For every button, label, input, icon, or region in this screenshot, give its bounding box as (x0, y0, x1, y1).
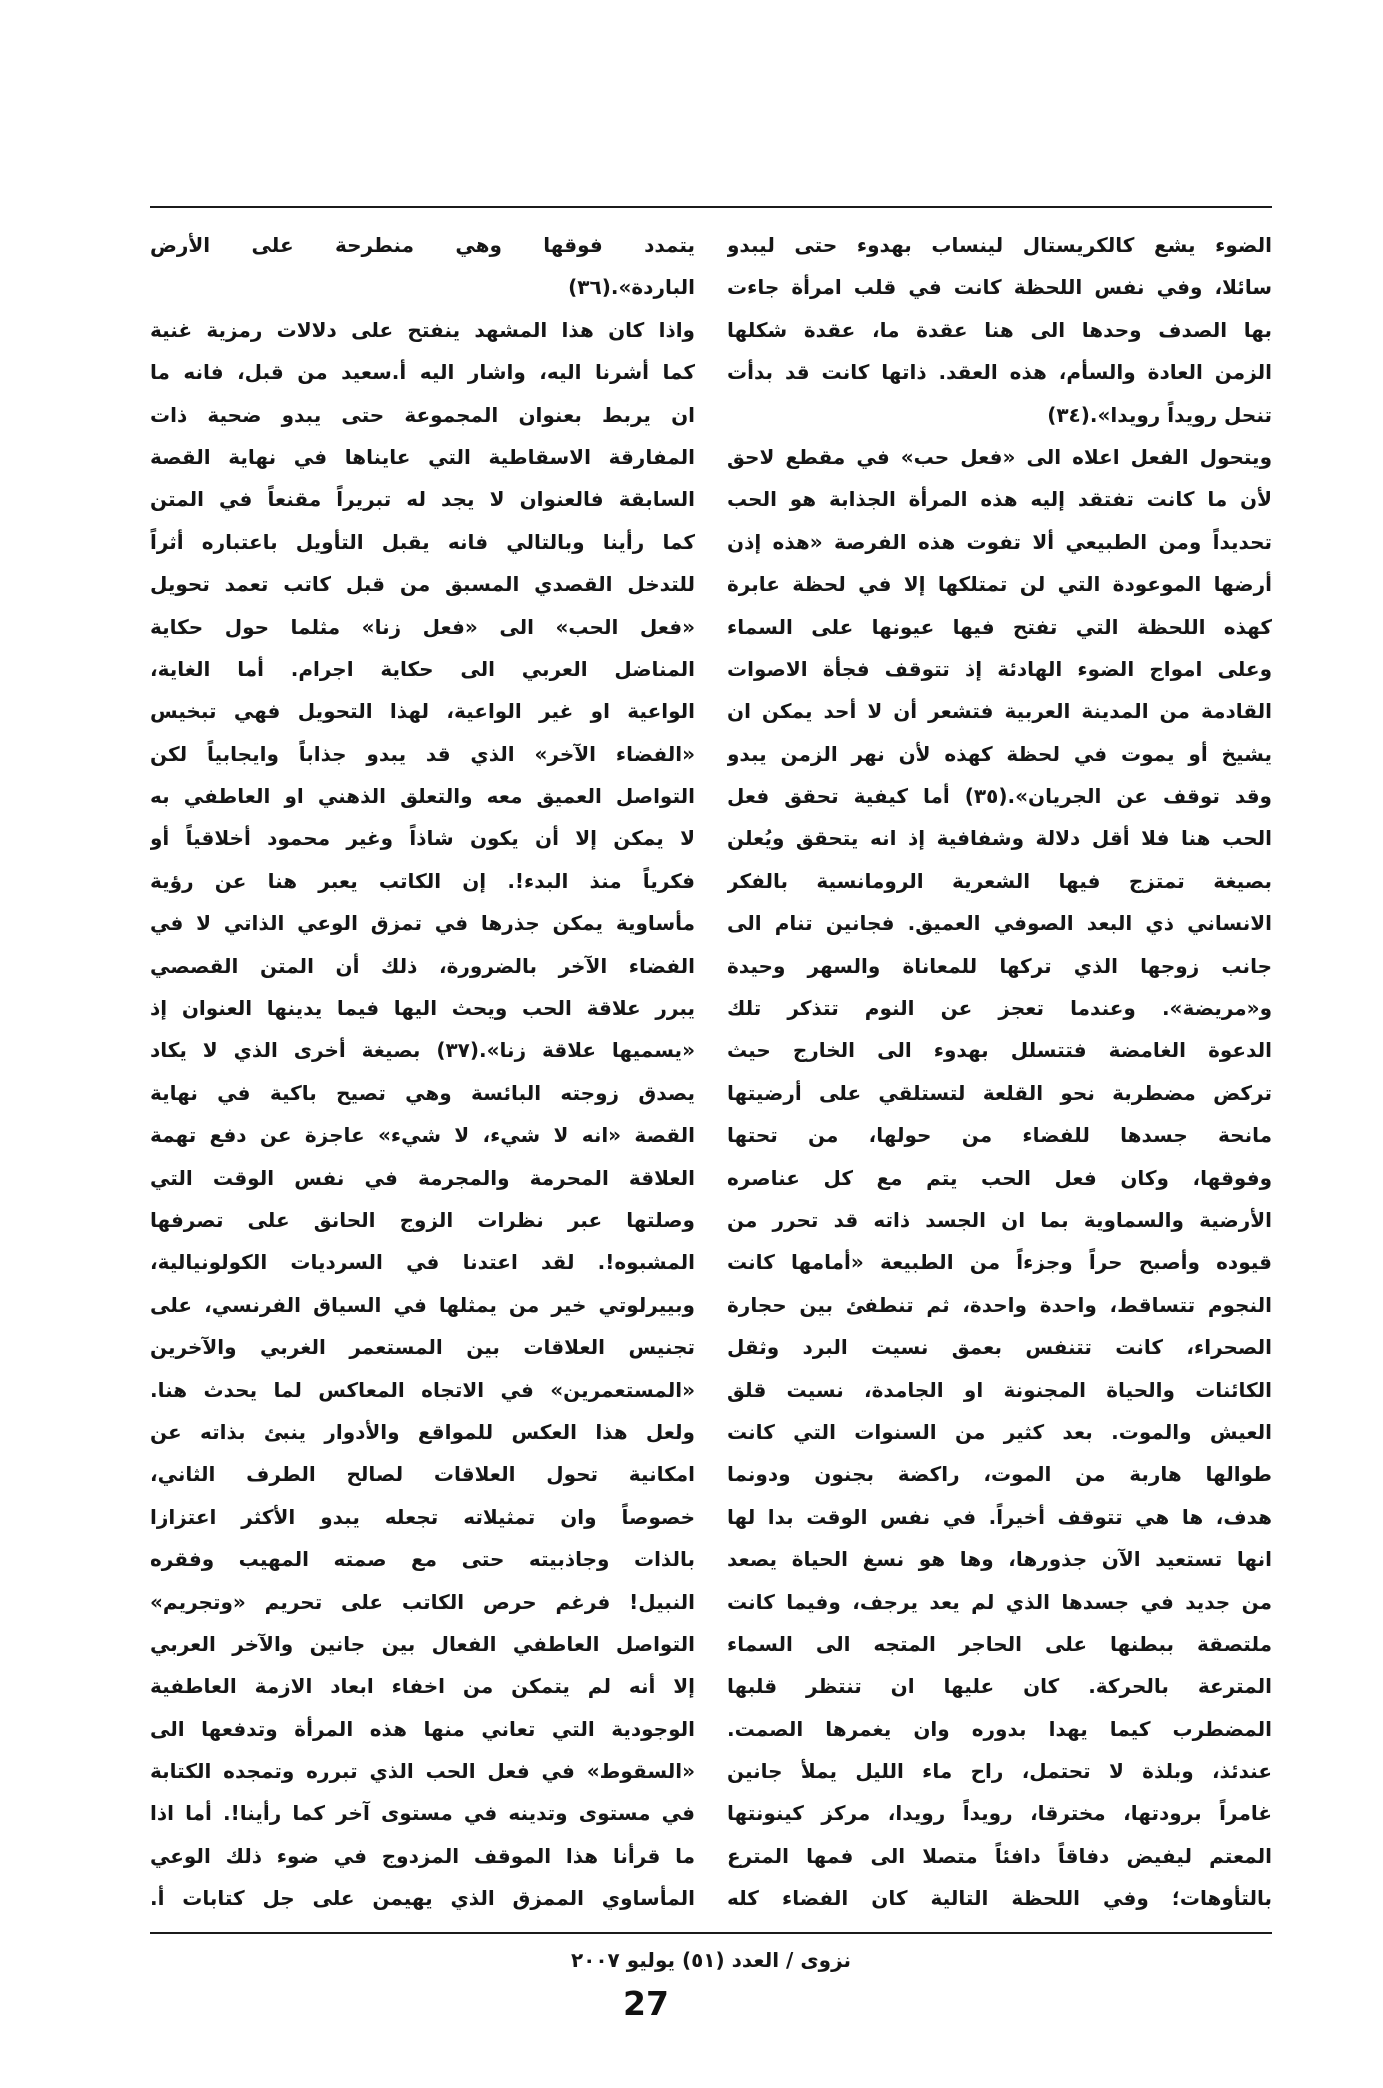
text-line: كهذه اللحظة التي تفتح فيها عيونها على السماء (727, 614, 1272, 639)
text-line: بها الصدف وحدها الى هنا عقدة ما، عقدة شكلها (727, 317, 1272, 342)
text-line: التواصل العاطفي الفعال بين جانين والآخر العربي (150, 1631, 695, 1656)
text-line: «المستعمرين» في الاتجاه المعاكس لما يحدث هنا. (150, 1377, 695, 1402)
text-line: كما رأينا وبالتالي فانه يقبل التأويل باعتباره أثراً (150, 529, 695, 554)
text-line: عندئذ، وبلذة لا تحتمل، راح ماء الليل يملأ جانين (727, 1759, 1272, 1784)
text-line: «الفضاء الآخر» الذي قد يبدو جذاباً وايجابياً لكن (150, 741, 695, 766)
text-line: الواعية او غير الواعية، لهذا التحويل فهي تبخيس (150, 699, 695, 724)
text-line: تحديداً ومن الطبيعي ألا تفوت هذه الفرصة «هذه إذن (727, 529, 1272, 554)
text-line: ولعل هذا العكس للمواقع والأدوار ينبئ بذاته عن (150, 1419, 695, 1444)
text-line: الصحراء، كانت تتنفس بعمق نسيت البرد وثقل (727, 1335, 1272, 1360)
text-line: العلاقة المحرمة والمجرمة في نفس الوقت التي (150, 1165, 695, 1190)
text-line: بصيغة تمتزج فيها الشعرية الرومانسية بالفكر (727, 868, 1272, 893)
text-line: المفارقة الاسقاطية التي عايناها في نهاية القصة (150, 444, 695, 469)
text-line: و«مريضة». وعندما تعجز عن النوم تتذكر تلك (727, 996, 1272, 1021)
text-line: يتمدد فوقها وهي منطرحة على الأرض (150, 233, 695, 257)
text-line: السابقة فالعنوان لا يجد له تبريراً مقنعاً في المتن (150, 487, 695, 512)
text-line: يصدق زوجته البائسة وهي تصيح باكية في نهاية (150, 1080, 695, 1105)
text-line: يشيخ أو يموت في لحظة كهذه لأن نهر الزمن يبدو (727, 741, 1272, 766)
text-line: ويتحول الفعل اعلاه الى «فعل حب» في مقطع لاحق (727, 444, 1272, 469)
text-line: تجنيس العلاقات بين المستعمر الغربي والآخرين (150, 1335, 695, 1360)
text-line: القادمة من المدينة العربية فتشعر أن لا أحد يمكن ان (727, 699, 1272, 724)
text-line: النجوم تتساقط، واحدة واحدة، ثم تنطفئ بين حجارة (727, 1292, 1272, 1317)
text-line: وبييرلوتي خير من يمثلها في السياق الفرنسي، على (150, 1292, 695, 1317)
text-line: قيوده وأصبح حراً وجزءاً من الطبيعة «أمامها كانت (727, 1250, 1272, 1275)
text-line: الانساني ذي البعد الصوفي العميق. فجانين تنام الى (727, 911, 1272, 936)
text-line: المعتم ليفيض دفاقاً دافئاً متصلا الى فمها المترع (727, 1843, 1272, 1868)
text-line: الأرضية والسماوية بما ان الجسد ذاته قد تحرر من (727, 1207, 1272, 1232)
text-line: المترعة بالحركة. كان عليها ان تنتظر قلبها (727, 1674, 1272, 1699)
text-line: جانب زوجها الذي تركها للمعاناة والسهر وحيدة (727, 953, 1272, 978)
text-line: انها تستعيد الآن جذورها، وها هو نسغ الحياة يصعد (727, 1547, 1272, 1572)
text-line: القصة «انه لا شيء، لا شيء» عاجزة عن دفع تهمة (150, 1123, 695, 1148)
text-line: المضطرب كيما يهدا بدوره وان يغمرها الصمت. (727, 1716, 1272, 1741)
text-column-left (150, 224, 695, 1920)
text-line: خصوصاً وان تمثيلاته تجعله يبدو الأكثر اعتزازا (150, 1504, 695, 1529)
text-line: التواصل العميق معه والتعلق الذهني او العاطفي به (150, 784, 695, 809)
text-line: تركض مضطربة نحو القلعة لتستلقي على أرضيتها (727, 1080, 1272, 1105)
text-line: مأساوية يمكن جذرها في تمزق الوعي الذاتي لا في (150, 911, 695, 936)
text-line: غامراً برودتها، مخترقا، رويداً رويدا، مركز كينونتها (727, 1801, 1272, 1826)
text-line: من جديد في جسدها الذي لم يعد يرجف، وفيما كانت (727, 1589, 1272, 1614)
text-line: ما قرأنا هذا الموقف المزدوج في ضوء ذلك الوعي (150, 1843, 695, 1868)
text-line: «السقوط» في فعل الحب الذي تبرره وتمجده الكتابة (150, 1759, 695, 1784)
text-line: في مستوى وتدينه في مستوى آخر كما رأينا!. أما اذا (150, 1801, 695, 1826)
text-line: طوالها هاربة من الموت، راكضة بجنون ودونما (727, 1462, 1272, 1487)
text-line: امكانية تحول العلاقات لصالح الطرف الثاني، (150, 1462, 695, 1487)
text-line: بالتأوهات؛ وفي اللحظة التالية كان الفضاء كله (727, 1886, 1272, 1911)
text-line: فكرياً منذ البدء!. إن الكاتب يعبر هنا عن رؤية (150, 868, 695, 893)
text-line: الفضاء الآخر بالضرورة، ذلك أن المتن القصصي (150, 953, 695, 978)
text-line: الزمن العادة والسأم، هذه العقد. ذاتها كانت قد بدأت (727, 360, 1272, 385)
text-line: تنحل رويداً رويدا».(٣٤) (1047, 402, 1272, 427)
text-line: المشبوه!. لقد اعتدنا في السرديات الكولونيالية، (150, 1250, 695, 1275)
top-divider-rule (150, 206, 1272, 208)
text-line: الضوء يشع كالكريستال لينساب بهدوء حتى ليبدو (727, 233, 1272, 257)
text-line: وقد توقف عن الجريان».(٣٥) أما كيفية تحقق فعل (727, 784, 1272, 809)
text-line: لأن ما كانت تفتقد إليه هذه المرأة الجذابة هو الحب (727, 487, 1272, 512)
text-column-right (727, 224, 1272, 1920)
text-line: للتدخل القصدي المسبق من قبل كاتب تعمد تحويل (150, 572, 695, 597)
text-line: المناضل العربي الى حكاية اجرام. أما الغاية، (150, 656, 695, 681)
footer-divider-rule (150, 1932, 1272, 1934)
text-line: واذا كان هذا المشهد ينفتح على دلالات رمزية غنية (150, 317, 695, 342)
text-line: العيش والموت. بعد كثير من السنوات التي كانت (727, 1419, 1272, 1444)
text-line: الكائنات والحياة المجنونة او الجامدة، نسيت قلق (727, 1377, 1272, 1402)
text-line: النبيل! فرغم حرص الكاتب على تحريم «وتجريم» (150, 1589, 695, 1614)
text-line: وصلتها عبر نظرات الزوج الحانق على تصرفها (150, 1207, 695, 1232)
text-line: هدف، ها هي تتوقف أخيراً. في نفس الوقت بدا لها (727, 1504, 1272, 1529)
text-line: أرضها الموعودة التي لن تمتلكها إلا في لحظة عابرة (727, 572, 1272, 597)
text-line: لا يمكن إلا أن يكون شاذاً وغير محمود أخلاقياً أو (150, 826, 695, 851)
text-line: مانحة جسدها للفضاء من حولها، من تحتها (727, 1123, 1272, 1148)
text-line: المأساوي الممزق الذي يهيمن على جل كتابات أ. (150, 1886, 695, 1911)
text-line: الدعوة الغامضة فتتسلل بهدوء الى الخارج حيث (727, 1038, 1272, 1063)
text-line: الباردة».(٣٦) (568, 275, 695, 300)
text-line: «يسميها علاقة زنا».(٣٧) بصيغة أخرى الذي لا يكاد (150, 1038, 695, 1063)
text-line: بالذات وجاذبيته حتى مع صمته المهيب وفقره (150, 1547, 695, 1572)
footer-journal-line: نزوى / العدد (٥١) يوليو ٢٠٠٧ (570, 1948, 852, 1972)
text-line: ان يربط بعنوان المجموعة حتى يبدو ضحية ذات (150, 402, 695, 427)
text-line: كما أشرنا اليه، واشار اليه أ.سعيد من قبل، فانه ما (150, 360, 695, 385)
text-line: «فعل الحب» الى «فعل زنا» مثلما حول حكاية (150, 614, 695, 639)
text-line: يبرر علاقة الحب ويحث اليها فيما يدينها العنوان إذ (150, 996, 695, 1021)
text-line: وفوقها، وكان فعل الحب يتم مع كل عناصره (727, 1165, 1272, 1190)
page-number: 27 (623, 1984, 669, 2023)
text-line: ملتصقة ببطنها على الحاجر المتجه الى السماء (727, 1631, 1272, 1656)
text-line: الحب هنا فلا أقل دلالة وشفافية إذ انه يتحقق ويُعلن (727, 826, 1272, 851)
text-line: إلا أنه لم يتمكن من اخفاء ابعاد الازمة العاطفية (150, 1674, 695, 1699)
text-line: سائلا، وفي نفس اللحظة كانت في قلب امرأة جاءت (727, 275, 1272, 300)
text-line: وعلى امواج الضوء الهادئة إذ تتوقف فجأة الاصوات (727, 656, 1272, 681)
text-line: الوجودية التي تعاني منها هذه المرأة وتدفعها الى (150, 1716, 695, 1741)
